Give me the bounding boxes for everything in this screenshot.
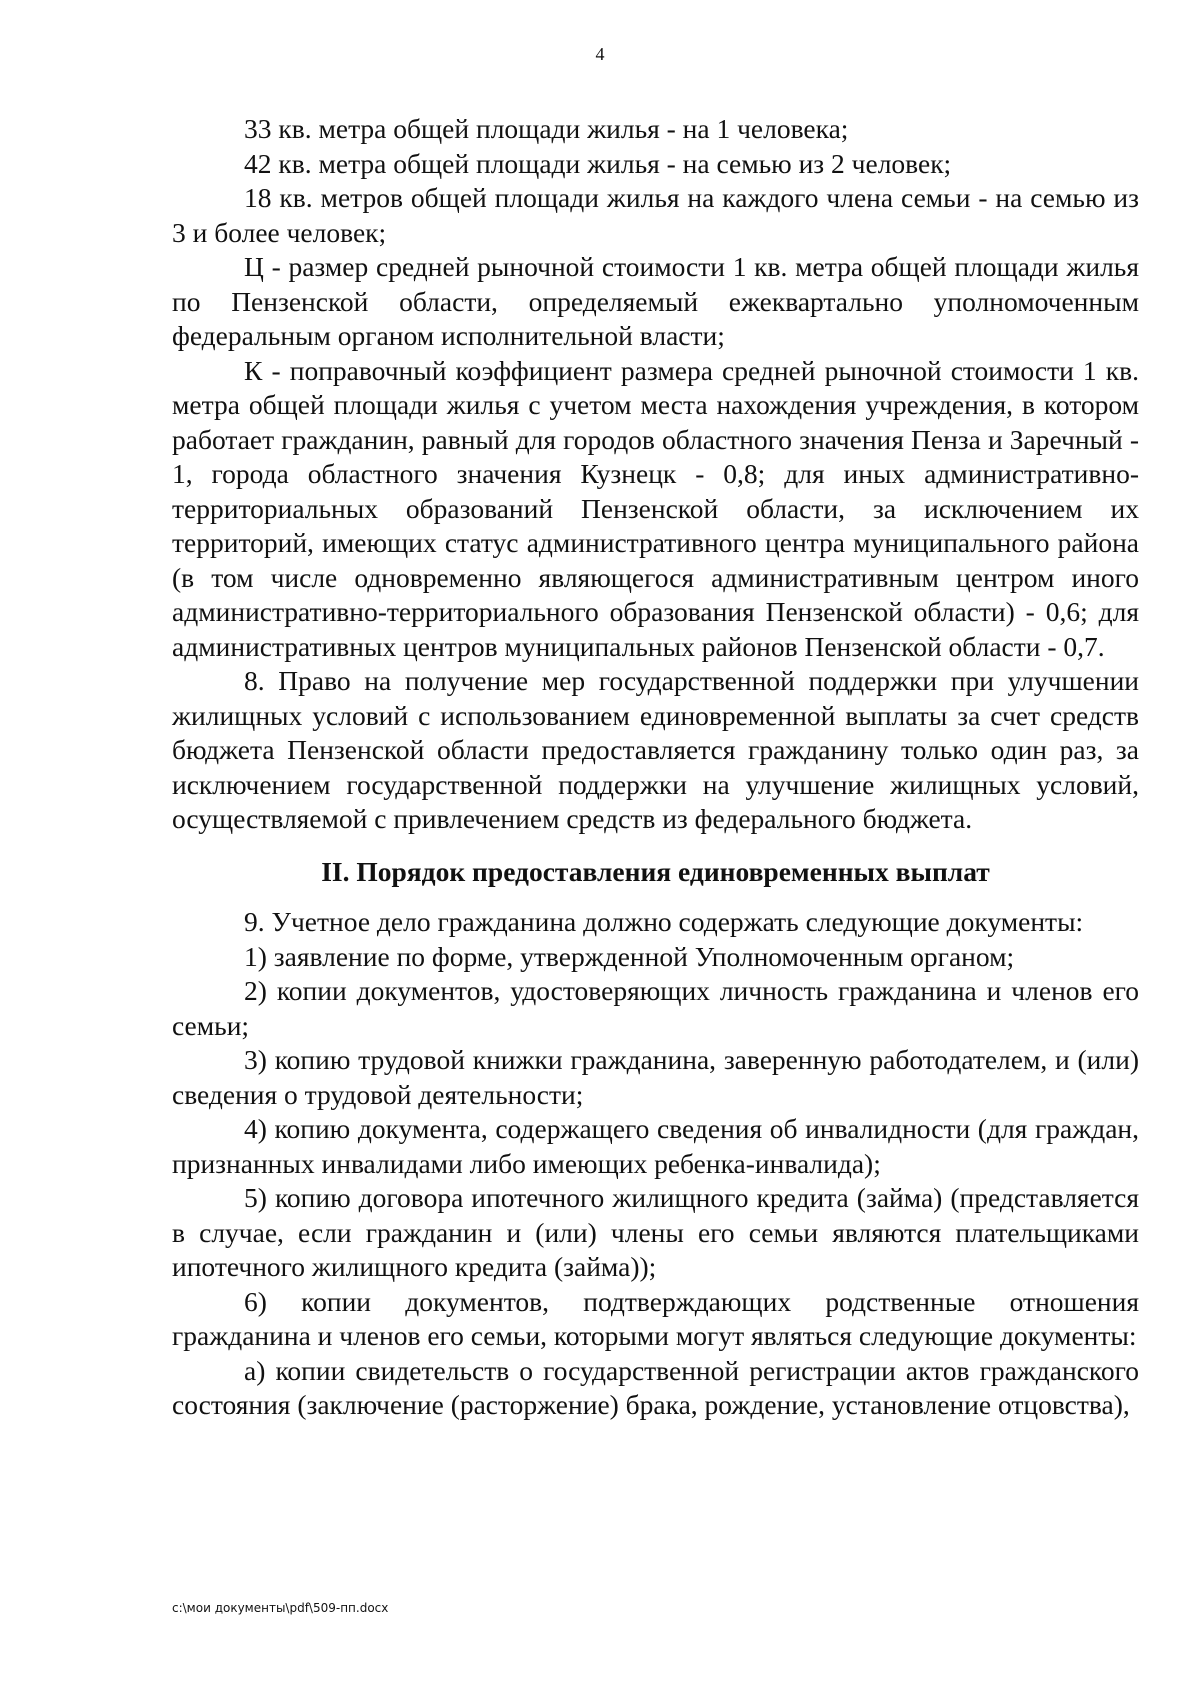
paragraph: а) копии свидетельств о государственной регистрации актов гражданского состояния (заключение (расторжение) брака, рождение, установление отцовства),: [172, 1354, 1139, 1420]
footer-file-path: c:\мои документы\pdf\509-пп.docx: [172, 1601, 389, 1615]
paragraph: 1) заявление по форме, утвержденной Уполномоченным органом;: [244, 940, 1015, 972]
paragraph: 18 кв. метров общей площади жилья на каждого члена семьи - на семью из 3 и более человек;: [172, 182, 1139, 248]
page-number: 4: [595, 44, 605, 64]
paragraph: 4) копию документа, содержащего сведения об инвалидности (для граждан, признанных инвалидами либо имеющих ребенка-инвалида);: [172, 1113, 1139, 1179]
paragraph: Ц - размер средней рыночной стоимости 1 кв. метра общей площади жилья по Пензенской области, определяемый ежеквартально уполномоченным федеральным органом исполнительной власти;: [172, 251, 1139, 351]
paragraph: 2) копии документов, удостоверяющих личность гражданина и членов его семьи;: [172, 975, 1139, 1041]
paragraph: 3) копию трудовой книжки гражданина, заверенную работодателем, и (или) сведения о трудовой деятельности;: [172, 1044, 1139, 1110]
paragraph: 8. Право на получение мер государственной поддержки при улучшении жилищных условий с использованием единовременной выплаты за счет средств бюджета Пензенской области предоставляется гражданину только один раз, за исключением государственной поддержки на улучшение жилищных условий, осуществляемой с привлечением средств из федерального бюджета.: [172, 665, 1139, 834]
paragraph: 33 кв. метра общей площади жилья - на 1 человека;: [244, 113, 849, 144]
document-body: [172, 112, 1139, 1423]
paragraph: 5) копию договора ипотечного жилищного кредита (займа) (представляется в случае, если гражданин и (или) члены его семьи являются плательщиками ипотечного жилищного кредита (займа));: [172, 1182, 1139, 1282]
paragraph: К - поправочный коэффициент размера средней рыночной стоимости 1 кв. метра общей площади жилья с учетом места нахождения учреждения, в котором работает гражданин, равный для городов областного значения Пенза и Заречный - 1, города областного значения Кузнецк - 0,8; для иных административно-территориальных образований Пензенской области, за исключением их территорий, имеющих статус административного центра муниципального района (в том числе одновременно являющегося административным центром иного административно-территориального образования Пензенской области) - 0,6; для административных центров муниципальных районов Пензенской области - 0,7.: [172, 354, 1139, 662]
paragraph: 9. Учетное дело гражданина должно содержать следующие документы:: [244, 906, 1084, 937]
paragraph: 6) копии документов, подтверждающих родственные отношения гражданина и членов его семьи, которыми могут являться следующие документы:: [172, 1285, 1139, 1351]
paragraph: 42 кв. метра общей площади жилья - на семью из 2 человек;: [244, 147, 952, 179]
section-heading: II. Порядок предоставления единовременных выплат: [321, 855, 990, 887]
